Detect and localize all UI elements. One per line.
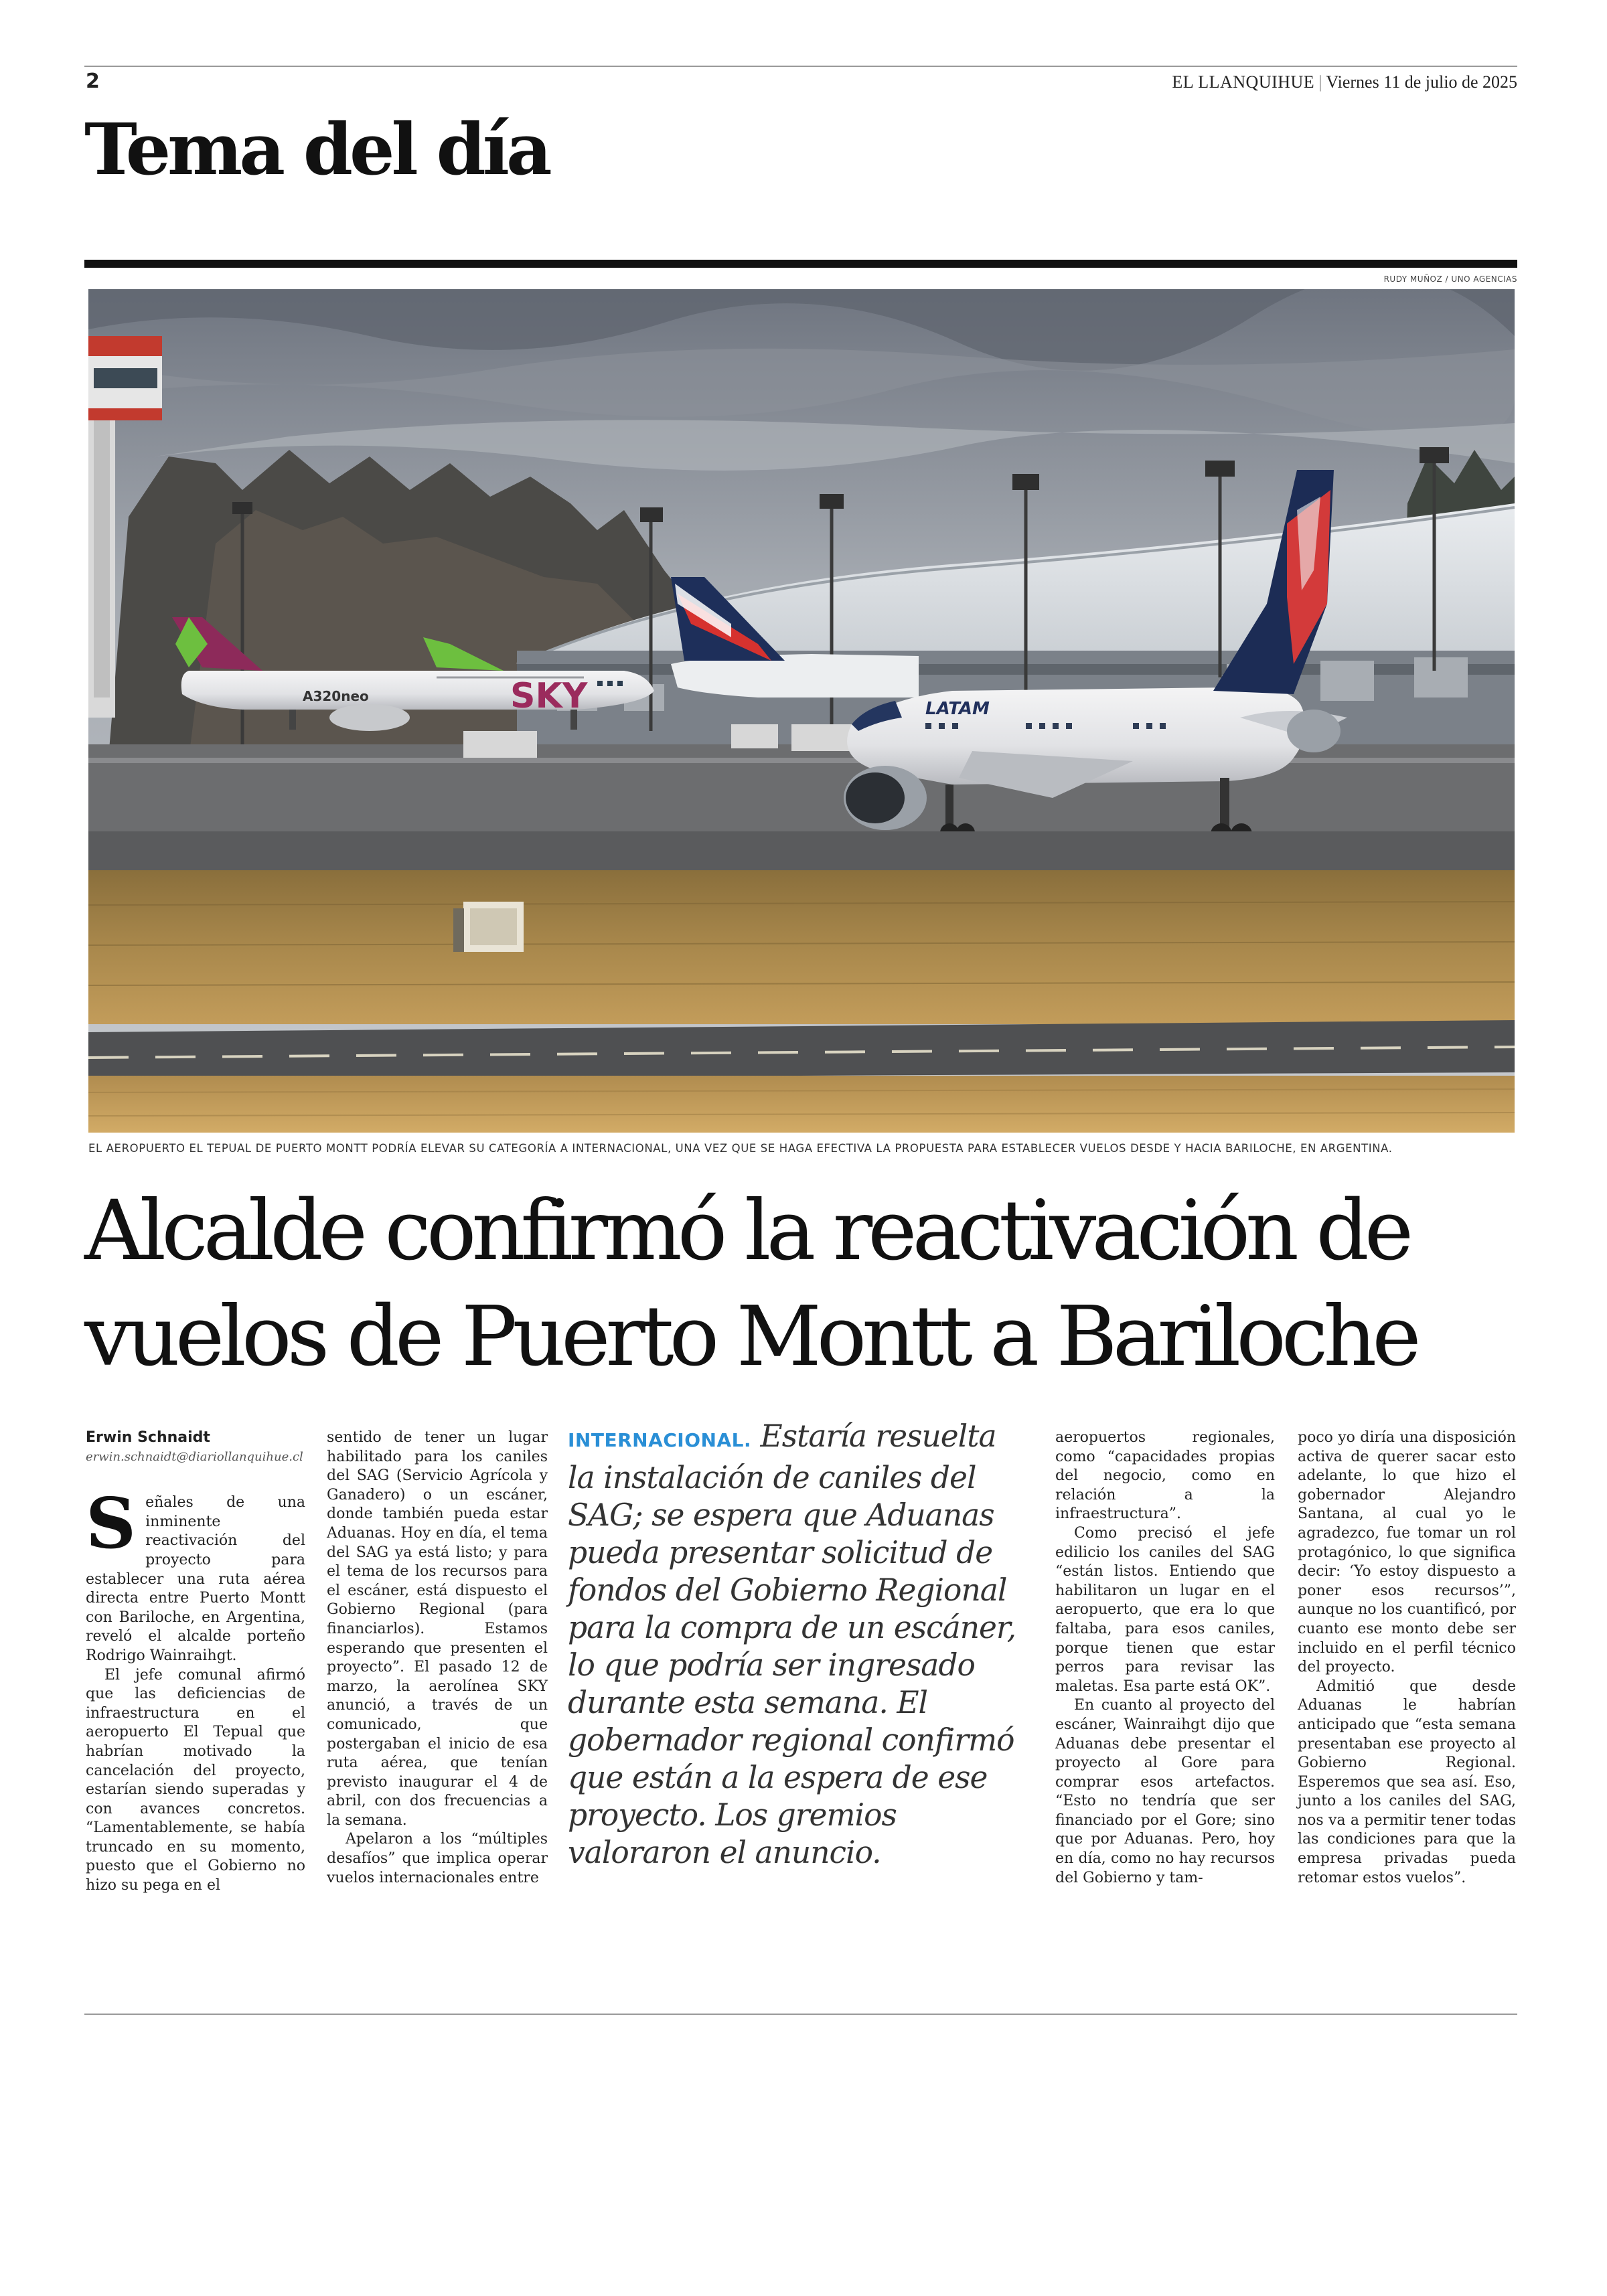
issue-date: Viernes 11 de julio de 2025: [1326, 72, 1517, 92]
top-rule: [84, 66, 1517, 67]
photo-caption: EL AEROPUERTO EL TEPUAL DE PUERTO MONTT PODRÍA ELEVAR SU CATEGORÍA A INTERNACIONAL, UNA VEZ QUE SE HAGA EFECTIVA LA PROPUESTA PARA ESTABLECER VUELOS DESDE Y HACIA BARILOCHE, EN ARGENTINA.: [88, 1142, 1393, 1155]
col5-p2: Admitió que desde Aduanas le habrían anticipado que “esta semana presentaban ese proyecto al Gobierno Regional. Esperemos que sea así. Eso, junto a los caniles del SAG, nos va a permitir tener todas las condiciones para que la empresa privadas pueda retomar estos vuelos”.: [1298, 1677, 1516, 1886]
col1-p2: El jefe comunal afirmó que las deficiencias de infraestructura en el aeropuerto El Tepual que habrían motivado la cancelación del proyecto, estarían siendo superadas y con avances concretos. “Lamentablemente, se había truncado en su momento, puesto que el Gobierno no hizo su pega en el: [86, 1666, 305, 1894]
col2-p2: Apelaron a los “múltiples desafíos” que implica operar vuelos internacionales entre: [327, 1831, 548, 1886]
lead-text: Estaría resuelta la instalación de caniles del SAG; se espera que Aduanas pueda presentar solicitud de fondos del Gobierno Regional para la compra de un escáner, lo que podría ser ingresado durante esta semana. El gobernador regional confirmó que están a la espera de ese proyecto. Los gremios valoraron el anuncio.: [568, 1418, 1016, 1870]
col4-p2: Como precisó el jefe edilicio los caniles del SAG “están listos. Entiendo que habilitaron un lugar en el aeropuerto, que era lo que faltaba, para esos caniles, porque tienen que estar perros para revisar las maletas. Esa parte está OK”.: [1055, 1524, 1275, 1695]
col1-p1-text: eñales de una inminente reactivación del proyecto para establecer una ruta aérea directa entre Puerto Montt con Bariloche, en Argentina, reveló el alcalde porteño Rodrigo Wainraihgt.: [86, 1494, 305, 1664]
col2-p1: sentido de tener un lugar habilitado para los caniles del SAG (Servicio Agrícola y Ganadero) o un escáner, donde también pueda estar Aduanas. Hoy en día, el tema del SAG ya está listo; y para el tema de los recursos para el escáner, está dispuesto el Gobierno Regional (para financiarlos). Estamos esperando que presenten el proyecto”. El pasado 12 de marzo, la aerolínea SKY anunció, a través de un comunicado, que postergaban el inicio de esa ruta aérea, que tenían previsto inaugurar el 4 de abril, con dos frecuencias a la semana.: [327, 1429, 548, 1829]
lead-tag: INTERNACIONAL.: [568, 1429, 752, 1451]
author-name: Erwin Schnaidt: [86, 1429, 210, 1446]
article-column-2: [327, 1428, 548, 1888]
airport-photo: [88, 289, 1515, 1133]
col5-p1: poco yo diría una disposición activa de querer sacar esto adelante, lo que hizo el gobernador Alejandro Santana, al cual yo le agradezco, fue tomar un rol protagónico, lo que significa decir: ‘Yo estoy dispuesto a poner esos recursos’”, aunque no los cuantificó, por cuanto ese monto debe ser incluido en el perfil técnico del proyecto.: [1298, 1429, 1516, 1676]
section-title: Tema del día: [84, 107, 549, 191]
page-number: 2: [86, 70, 100, 93]
author-email: erwin.schnaidt@diariollanquihue.cl: [86, 1449, 303, 1464]
masthead-separator: |: [1318, 72, 1322, 92]
headline: Alcalde confirmó la reactivación de vuelos de Puerto Montt a Bariloche: [84, 1183, 1417, 1385]
col4-p3: En cuanto al proyecto del escáner, Wainraihgt dijo que Aduanas debe presentar el proyecto al Gore para comprar esos artefactos. “Esto no tendría que ser financiado por el Gore; sino que por Aduanas. Pero, hoy en día, como no hay recursos del Gobierno y tam-: [1055, 1697, 1275, 1886]
article-column-5: [1298, 1428, 1516, 1888]
first-paragraph: [86, 1482, 305, 1665]
col4-p1: aeropuertos regionales, como “capacidades propias del negocio, como en relación a la infraestructura”.: [1055, 1429, 1275, 1523]
article-column-1: [86, 1428, 305, 1896]
sky-livery: SKY: [510, 676, 588, 716]
photo-credit: RUDY MUÑOZ / UNO AGENCIAS: [1383, 274, 1517, 284]
latam-livery: LATAM: [925, 699, 990, 719]
drop-cap: S: [86, 1482, 137, 1565]
newspaper-name: EL LLANQUIHUE: [1172, 72, 1315, 92]
article-column-4: [1055, 1428, 1275, 1888]
lead-summary: [568, 1418, 1023, 1872]
section-rule: [84, 260, 1517, 268]
bottom-rule: [84, 2014, 1517, 2015]
a320neo-livery: A320neo: [303, 688, 369, 704]
masthead: [1172, 72, 1517, 92]
